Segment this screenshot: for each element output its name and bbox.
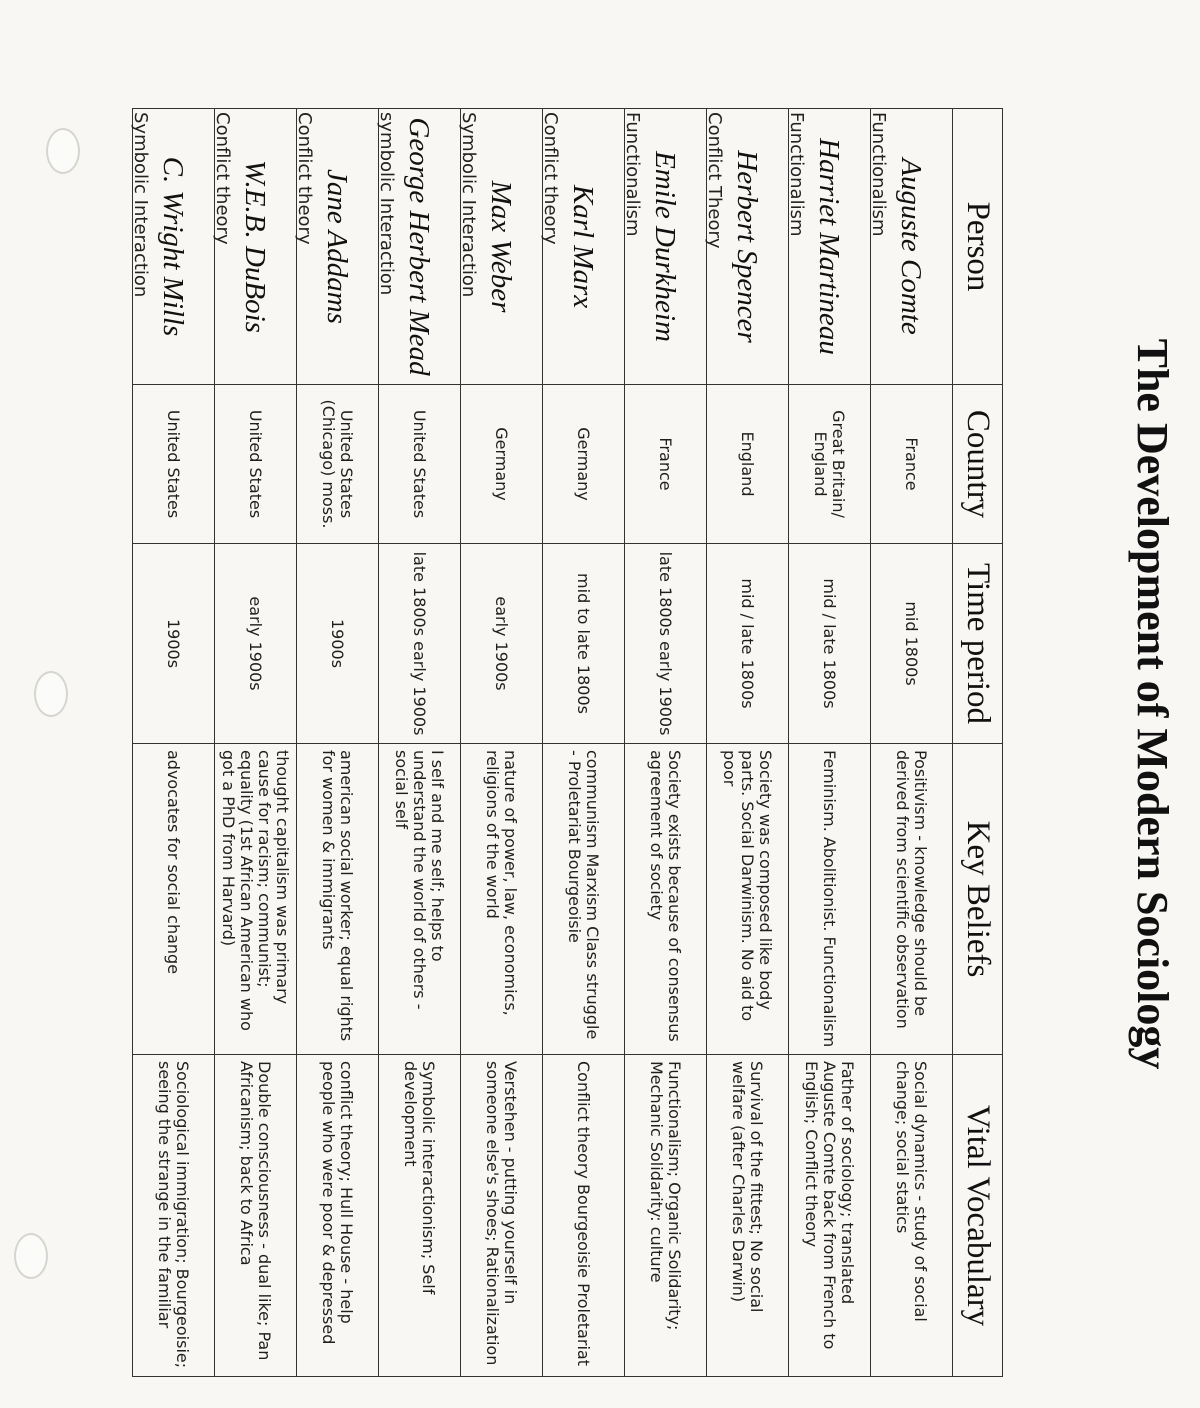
person-name: Harriet Martineau: [813, 138, 846, 355]
header-key-beliefs: Key Beliefs: [953, 744, 1003, 1055]
country-cell: Germany: [461, 385, 543, 544]
table-row: [379, 109, 461, 1377]
key-beliefs-cell: thought capitalism was primary cause for racism; communist; equality (1st African American who got a PhD from Harvard): [215, 744, 297, 1055]
person-cell: [704, 109, 789, 385]
theory-label: Conflict theory: [540, 112, 561, 245]
vital-vocabulary-cell: Social dynamics - study of social change; social statics: [871, 1055, 953, 1377]
key-beliefs-cell: Society exists because of consensus agreement of society: [625, 744, 707, 1055]
vital-vocabulary-cell: Survival of the fittest; No social welfare (after Charles Darwin): [707, 1055, 789, 1377]
country-cell: Great Britain/ England: [789, 385, 871, 544]
theory-label: Conflict theory: [294, 112, 315, 245]
time-period-cell: 1900s: [133, 544, 215, 744]
key-beliefs-cell: Feminism. Abolitionist. Functionalism: [789, 744, 871, 1055]
theory-label: Symbolic Interaction: [130, 112, 151, 298]
table-row: [461, 109, 543, 1377]
country-cell: England: [707, 385, 789, 544]
vital-vocabulary-cell: Father of sociology; translated Auguste Comte back from French to English; Conflict theory: [789, 1055, 871, 1377]
table-row: [789, 109, 871, 1377]
person-name: Jane Addams: [321, 169, 354, 324]
header-person: Person: [953, 109, 1003, 385]
person-name: Max Weber: [485, 180, 518, 313]
theory-label: symbolic Interaction: [376, 112, 397, 296]
person-name: Emile Durkheim: [649, 151, 682, 342]
table-row: [215, 109, 297, 1377]
key-beliefs-cell: advocates for social change: [133, 744, 215, 1055]
country-cell: United States: [215, 385, 297, 544]
person-name: George Herbert Mead: [403, 117, 436, 376]
key-beliefs-cell: Society was composed like body parts. Social Darwinism. No aid to poor: [707, 744, 789, 1055]
country-cell: France: [625, 385, 707, 544]
person-name: Herbert Spencer: [731, 150, 764, 343]
theory-label: Symbolic Interaction: [458, 112, 479, 298]
theory-label: Conflict Theory: [704, 112, 725, 249]
vital-vocabulary-cell: Double consciousness - dual like; Pan Africanism; back to Africa: [215, 1055, 297, 1377]
person-cell: [130, 109, 215, 385]
country-cell: France: [871, 385, 953, 544]
table-row: [625, 109, 707, 1377]
person-cell: [868, 109, 953, 385]
header-time-period: Time period: [953, 544, 1003, 744]
header-vital-vocabulary: Vital Vocabulary: [953, 1055, 1003, 1377]
vital-vocabulary-cell: Verstehen - putting yourself in someone else's shoes; Rationalization: [461, 1055, 543, 1377]
key-beliefs-cell: nature of power, law, economics, religions of the world: [461, 744, 543, 1055]
sociologists-table: [132, 108, 1003, 1377]
page-title: The Development of Modern Sociology: [1128, 338, 1177, 1070]
key-beliefs-cell: I self and me self; helps to understand the world of others - social self: [379, 744, 461, 1055]
person-name: W.E.B. DuBois: [239, 160, 272, 333]
time-period-cell: mid / late 1800s: [707, 544, 789, 744]
time-period-cell: late 1800s early 1900s: [379, 544, 461, 744]
time-period-cell: mid 1800s: [871, 544, 953, 744]
time-period-cell: mid / late 1800s: [789, 544, 871, 744]
header-country: Country: [953, 385, 1003, 544]
person-cell: [212, 109, 297, 385]
person-name: Auguste Comte: [895, 158, 928, 335]
theory-label: Functionalism: [622, 112, 643, 237]
table-row: [297, 109, 379, 1377]
country-cell: United States: [379, 385, 461, 544]
time-period-cell: 1900s: [297, 544, 379, 744]
time-period-cell: late 1800s early 1900s: [625, 544, 707, 744]
vital-vocabulary-cell: Symbolic interactionism; Self development: [379, 1055, 461, 1377]
table-row: [871, 109, 953, 1377]
table-row: [543, 109, 625, 1377]
vital-vocabulary-cell: Sociological immigration; Bourgeoisie; seeing the strange in the familiar: [133, 1055, 215, 1377]
time-period-cell: early 1900s: [461, 544, 543, 744]
time-period-cell: early 1900s: [215, 544, 297, 744]
time-period-cell: mid to late 1800s: [543, 544, 625, 744]
person-name: Karl Marx: [567, 184, 600, 309]
person-cell: [622, 109, 707, 385]
person-cell: [376, 109, 461, 385]
person-cell: [294, 109, 379, 385]
key-beliefs-cell: Positivism - knowledge should be derived from scientific observation: [871, 744, 953, 1055]
vital-vocabulary-cell: Functionalism; Organic Solidarity; Mechanic Solidarity: culture: [625, 1055, 707, 1377]
person-cell: [786, 109, 871, 385]
theory-label: Conflict theory: [212, 112, 233, 245]
table-row: [133, 109, 215, 1377]
person-cell: [540, 109, 625, 385]
vital-vocabulary-cell: conflict theory; Hull House - help people who were poor & depressed: [297, 1055, 379, 1377]
theory-label: Functionalism: [868, 112, 889, 237]
header-row: [953, 109, 1003, 1377]
table-row: [707, 109, 789, 1377]
person-name: C. Wright Mills: [157, 156, 190, 337]
country-cell: United States (Chicago) moss.: [297, 385, 379, 544]
person-cell: [458, 109, 543, 385]
vital-vocabulary-cell: Conflict theory Bourgeoisie Proletariat: [543, 1055, 625, 1377]
country-cell: United States: [133, 385, 215, 544]
country-cell: Germany: [543, 385, 625, 544]
theory-label: Functionalism: [786, 112, 807, 237]
key-beliefs-cell: communism Marxism Class struggle - Proletariat Bourgeoisie: [543, 744, 625, 1055]
key-beliefs-cell: american social worker; equal rights for women & immigrants: [297, 744, 379, 1055]
